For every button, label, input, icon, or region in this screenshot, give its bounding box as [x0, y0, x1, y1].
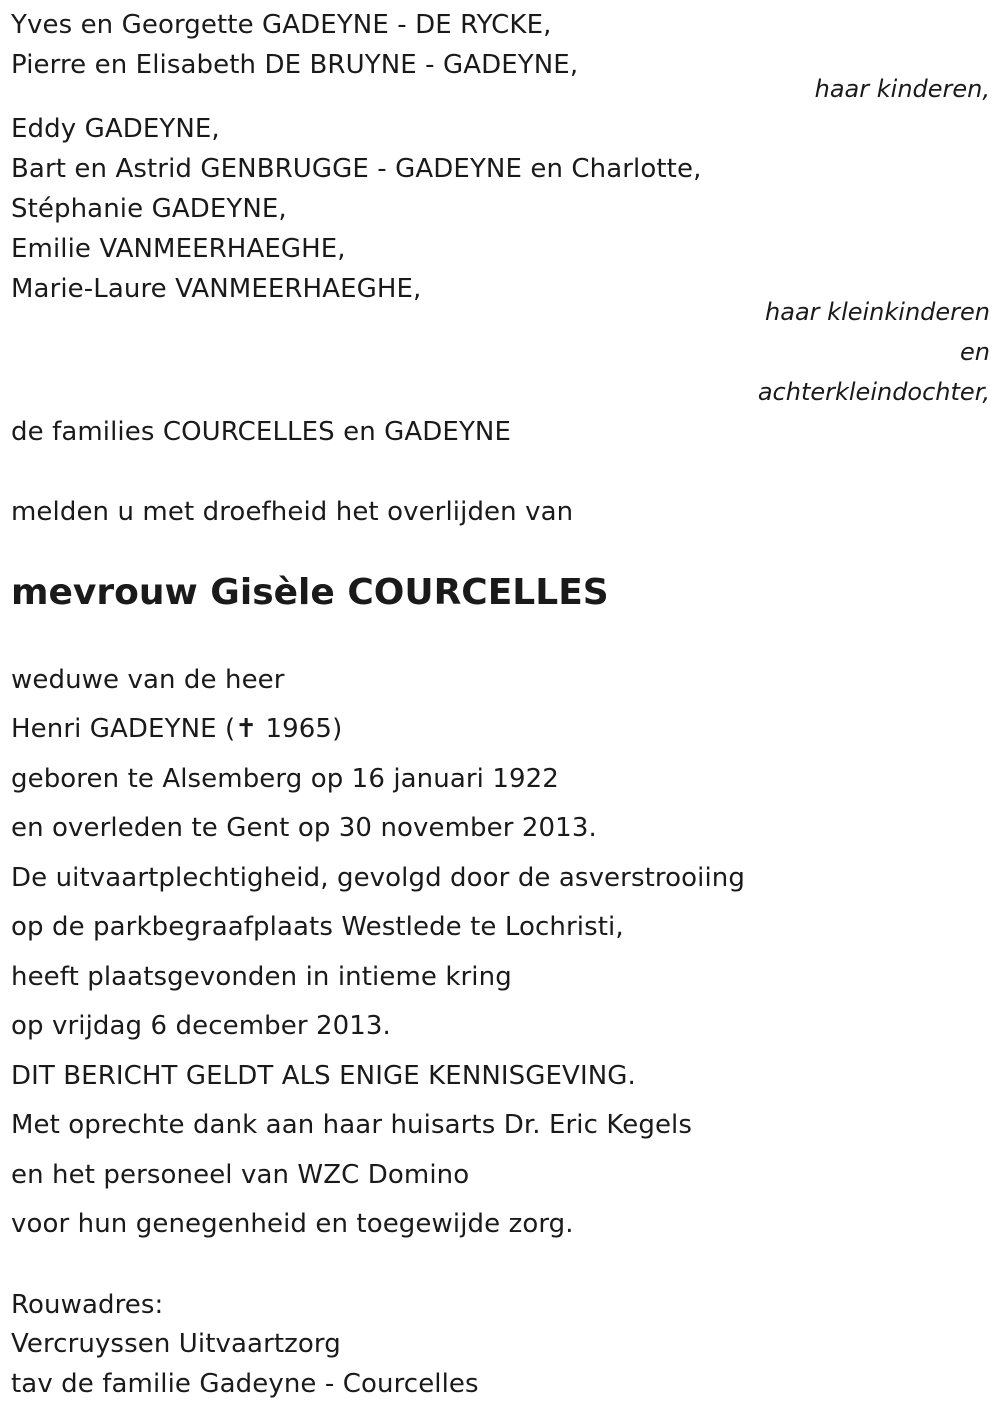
detail-line-5: De uitvaartplechtigheid, gevolgd door de asverstrooiing: [11, 863, 745, 893]
deceased-name: mevrouw Gisèle COURCELLES: [11, 572, 609, 613]
grandchild-line-4: Emilie VANMEERHAEGHE,: [11, 234, 346, 264]
children-line-1: Yves en Georgette GADEYNE - DE RYCKE,: [11, 10, 552, 40]
grandchild-line-5: Marie-Laure VANMEERHAEGHE,: [11, 274, 422, 304]
families-line: de families COURCELLES en GADEYNE: [11, 417, 512, 447]
grandchildren-label-3: achterkleindochter,: [757, 378, 990, 406]
detail-line-2: Henri GADEYNE (✝ 1965): [11, 714, 343, 744]
grandchild-line-1: Eddy GADEYNE,: [11, 114, 220, 144]
grandchild-line-2: Bart en Astrid GENBRUGGE - GADEYNE en Charlotte,: [11, 154, 702, 184]
announcement: melden u met droefheid het overlijden van: [11, 497, 574, 527]
address-label: Rouwadres:: [11, 1290, 164, 1320]
children-label: haar kinderen,: [814, 75, 990, 103]
children-line-2: Pierre en Elisabeth DE BRUYNE - GADEYNE,: [11, 50, 579, 80]
detail-line-1: weduwe van de heer: [11, 665, 285, 695]
address-line-1: Vercruyssen Uitvaartzorg: [11, 1329, 341, 1359]
detail-line-11: en het personeel van WZC Domino: [11, 1160, 470, 1190]
address-line-2: tav de familie Gadeyne - Courcelles: [11, 1369, 479, 1399]
detail-line-12: voor hun genegenheid en toegewijde zorg.: [11, 1209, 574, 1239]
grandchildren-label-2: en: [960, 338, 990, 366]
detail-line-8: op vrijdag 6 december 2013.: [11, 1011, 391, 1041]
detail-line-7: heeft plaatsgevonden in intieme kring: [11, 962, 512, 992]
detail-line-9: DIT BERICHT GELDT ALS ENIGE KENNISGEVING.: [11, 1061, 636, 1091]
detail-line-4: en overleden te Gent op 30 november 2013.: [11, 813, 597, 843]
grandchildren-label-1: haar kleinkinderen: [765, 298, 990, 326]
detail-line-10: Met oprechte dank aan haar huisarts Dr. Eric Kegels: [11, 1110, 693, 1140]
detail-line-3: geboren te Alsemberg op 16 januari 1922: [11, 764, 559, 794]
grandchild-line-3: Stéphanie GADEYNE,: [11, 194, 287, 224]
detail-line-6: op de parkbegraafplaats Westlede te Lochristi,: [11, 912, 624, 942]
